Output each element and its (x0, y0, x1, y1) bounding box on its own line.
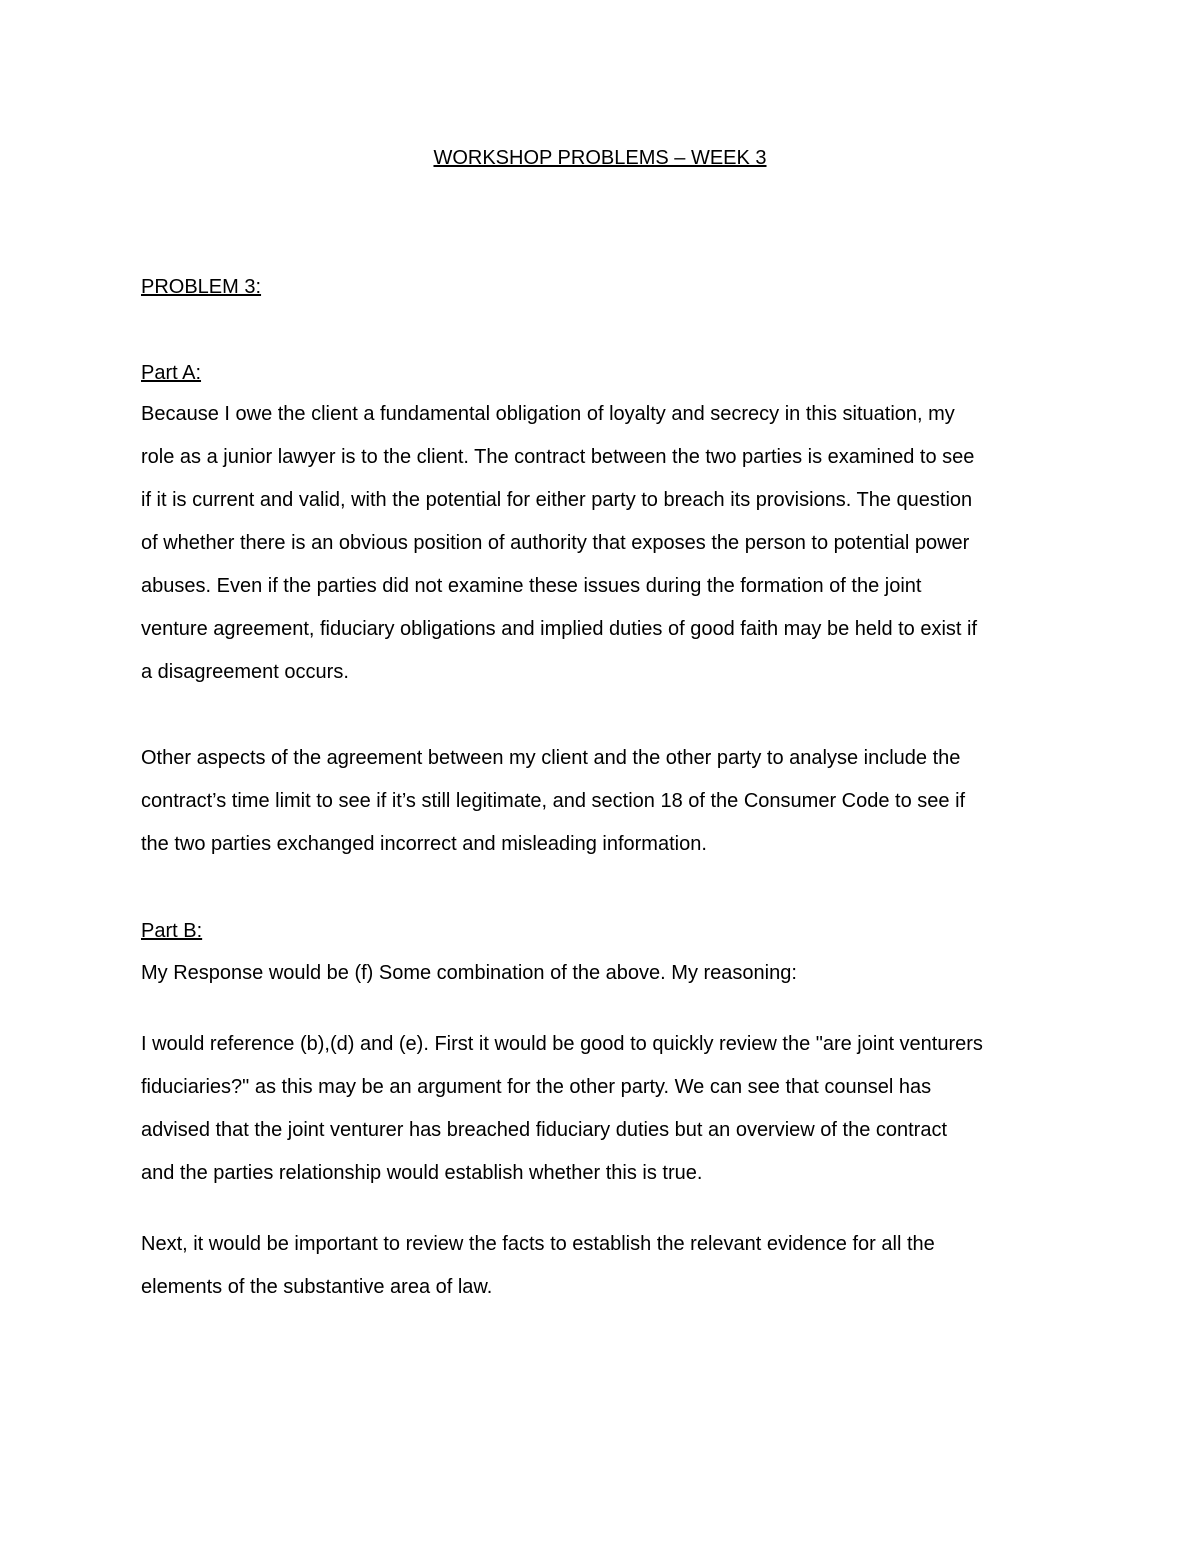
text-line: venture agreement, fiduciary obligations and implied duties of good faith may be held to exist if (141, 618, 978, 640)
text-line: fiduciaries?" as this may be an argument for the other party. We can see that counsel has (141, 1076, 932, 1098)
document-title: WORKSHOP PROBLEMS – WEEK 3 (433, 147, 767, 169)
text-line: elements of the substantive area of law. (141, 1276, 493, 1298)
part-a-label: Part A: (141, 362, 202, 384)
part-b-response (141, 952, 1066, 995)
text-line: the two parties exchanged incorrect and misleading information. (141, 833, 707, 855)
part-b-label: Part B: (141, 920, 203, 942)
text-line: of whether there is an obvious position of authority that exposes the person to potential power (141, 532, 970, 554)
part-b-paragraph-2 (141, 1223, 1066, 1309)
text-line: Because I owe the client a fundamental obligation of loyalty and secrecy in this situation, my (141, 403, 955, 425)
text-line: I would reference (b),(d) and (e). First it would be good to quickly review the "are joint venturers (141, 1033, 983, 1055)
text-line: a disagreement occurs. (141, 661, 349, 683)
text-line: if it is current and valid, with the potential for either party to breach its provisions. The question (141, 489, 973, 511)
text-line: Other aspects of the agreement between my client and the other party to analyse include the (141, 747, 961, 769)
text-line: and the parties relationship would establish whether this is true. (141, 1162, 703, 1184)
part-a-paragraph-2 (141, 737, 1066, 866)
text-line: My Response would be (f) Some combination of the above. My reasoning: (141, 962, 797, 984)
text-line: role as a junior lawyer is to the client. The contract between the two parties is examined to see (141, 446, 975, 468)
part-b-paragraph-1 (141, 1023, 1066, 1195)
part-a-paragraph-1 (141, 393, 1066, 694)
problem-heading: PROBLEM 3: (141, 276, 262, 298)
text-line: advised that the joint venturer has breached fiduciary duties but an overview of the contract (141, 1119, 948, 1141)
text-line: Next, it would be important to review the facts to establish the relevant evidence for all the (141, 1233, 935, 1255)
text-line: contract’s time limit to see if it’s still legitimate, and section 18 of the Consumer Code to see if (141, 790, 966, 812)
text-line: abuses. Even if the parties did not examine these issues during the formation of the joint (141, 575, 922, 597)
